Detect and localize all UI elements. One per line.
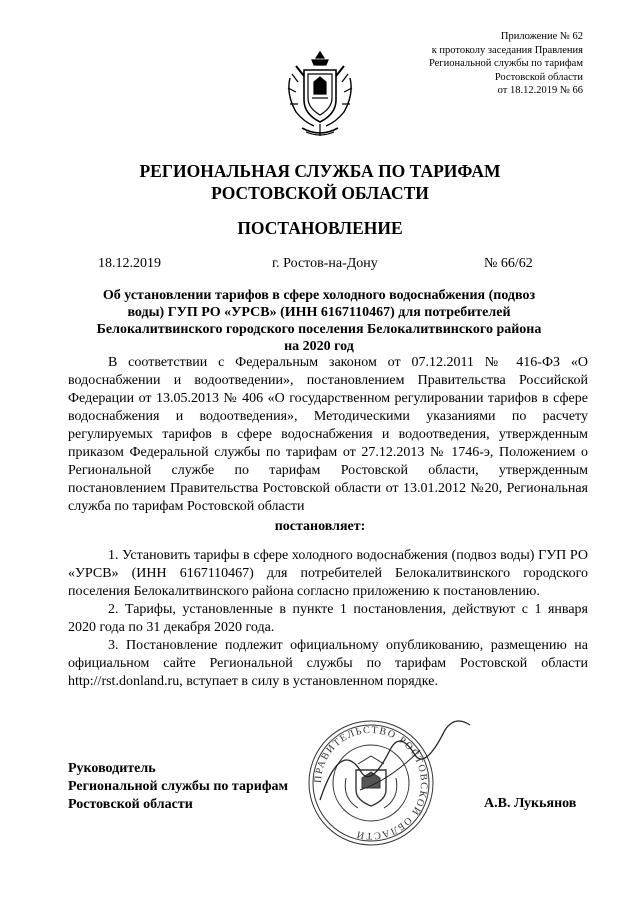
items-block bbox=[68, 547, 588, 691]
signatory-line: Руководитель bbox=[68, 761, 156, 776]
annex-line: от 18.12.2019 № 66 bbox=[497, 85, 583, 96]
annex-line: к протоколу заседания Правления bbox=[431, 44, 583, 56]
coat-of-arms-emblem bbox=[282, 48, 358, 140]
document-date: 18.12.2019 bbox=[98, 256, 161, 271]
preamble-paragraph: В соответствии с Федеральным законом от 07.12.2011 № 416-ФЗ «О водоснабжении и водоотведении», постановлением Правительства Российской Федерации от 13.05.2013 № 406 «О государственном регулировании тарифов в сфере водоснабжения и водоотведения», Методическими указаниями по расчету регулируемых тарифов в сфере водоснабжения и водоотведения, утвержденным приказом Федеральной службы по тарифам от 27.12.2013 № 1746-э, Положением о Региональной службе по тарифам Ростовской области, утвержденным постановлением Правительства Ростовской области от 13.01.2012 №20, Региональная служба по тарифам Ростовской области bbox=[68, 355, 588, 514]
organization-name-line2: РОСТОВСКОЙ ОБЛАСТИ bbox=[211, 183, 429, 203]
signatory-position bbox=[68, 760, 288, 814]
handwritten-signature bbox=[300, 720, 480, 820]
signatory-line: Региональной службы по тарифам bbox=[68, 779, 289, 794]
title-line: на 2020 год bbox=[284, 339, 354, 354]
document-title bbox=[84, 287, 554, 355]
title-line: Об установлении тарифов в сфере холодного водоснабжения (подвоз bbox=[102, 288, 536, 303]
title-line: воды) ГУП РО «УРСВ» (ИНН 6167110467) для потребителей bbox=[127, 305, 511, 320]
item-paragraph: 1. Установить тарифы в сфере холодного водоснабжения (подвоз воды) ГУП РО «УРСВ» (ИНН 6167110467) для потребителей Белокалитвинского городского поселения Белокалитвинского района согласно приложению к постановлению. bbox=[68, 548, 588, 599]
document-type: ПОСТАНОВЛЕНИЕ bbox=[237, 218, 403, 238]
organization-heading bbox=[0, 160, 640, 204]
signatory-name: А.В. Лукьянов bbox=[484, 796, 577, 811]
title-line: Белокалитвинского городского поселения Белокалитвинского района bbox=[96, 322, 542, 337]
seal-text: ПРАВИТЕЛЬСТВО РОСТОВСКОЙ ОБЛАСТИ bbox=[312, 724, 430, 842]
item-paragraph: 2. Тарифы, установленные в пункте 1 постановления, действуют с 1 января 2020 года по 31 декабря 2020 года. bbox=[68, 602, 588, 635]
document-city: г. Ростов-на-Дону bbox=[272, 256, 378, 271]
item-paragraph: 3. Постановление подлежит официальному опубликованию, размещению на официальном сайте Региональной службы по тарифам Ростовской области http://rst.donland.ru, вступает в силу в установленном порядке. bbox=[68, 638, 588, 689]
annex-line: Ростовской области bbox=[494, 71, 583, 83]
preamble-block bbox=[68, 354, 588, 516]
annex-line: Приложение № 62 bbox=[500, 31, 583, 42]
organization-name-line1: РЕГИОНАЛЬНАЯ СЛУЖБА ПО ТАРИФАМ bbox=[139, 161, 501, 181]
signatory-line: Ростовской области bbox=[68, 797, 193, 812]
decree-word: постановляет: bbox=[274, 519, 366, 534]
annex-note bbox=[343, 30, 583, 98]
document-number: № 66/62 bbox=[484, 256, 533, 271]
annex-line: Региональной службы по тарифам bbox=[428, 58, 583, 69]
